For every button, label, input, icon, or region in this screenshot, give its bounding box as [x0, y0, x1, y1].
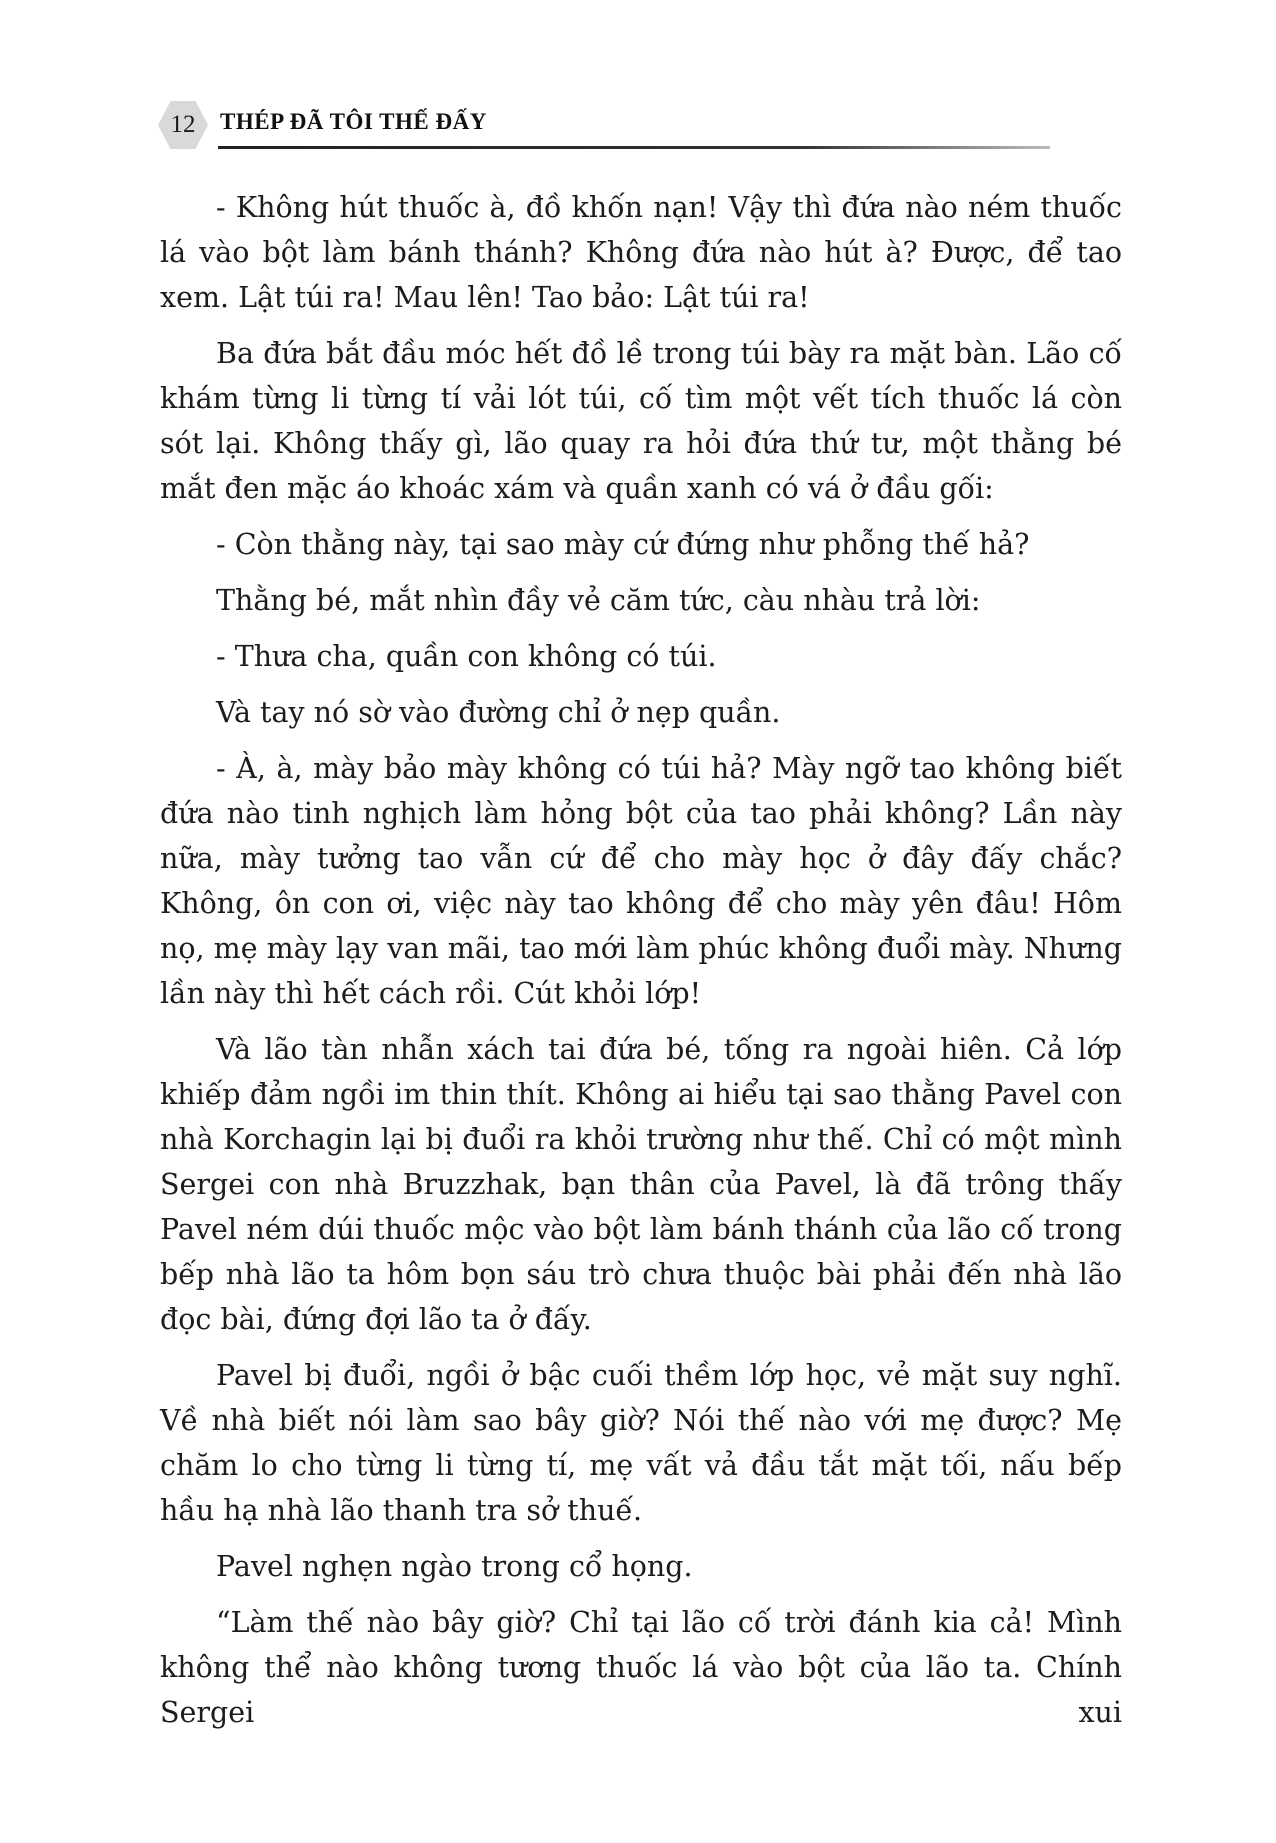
page-number: 12 [170, 111, 196, 138]
paragraph: - Không hút thuốc à, đồ khốn nạn! Vậy thì đứa nào ném thuốc lá vào bột làm bánh thánh? Không đứa nào hút à? Được, để tao xem. Lật túi ra! Mau lên! Tao bảo: Lật túi ra! [160, 191, 1122, 314]
paragraph: Thằng bé, mắt nhìn đầy vẻ căm tức, càu nhàu trả lời: [216, 584, 981, 617]
running-title: THÉP ĐÃ TÔI THẾ ĐẤY [220, 109, 487, 134]
body-text [160, 185, 1122, 1746]
paragraph: Ba đứa bắt đầu móc hết đồ lề trong túi bày ra mặt bàn. Lão cố khám từng li từng tí vải lót túi, cố tìm một vết tích thuốc lá còn sót lại. Không thấy gì, lão quay ra hỏi đứa thứ tư, một thằng bé mắt đen mặc áo khoác xám và quần xanh có vá ở đầu gối: [160, 337, 1122, 505]
page-header [158, 101, 1028, 151]
paragraph: - Thưa cha, quần con không có túi. [216, 640, 717, 673]
paragraph: Pavel bị đuổi, ngồi ở bậc cuối thềm lớp học, vẻ mặt suy nghĩ. Về nhà biết nói làm sao bây giờ? Nói thế nào với mẹ được? Mẹ chăm lo cho từng li từng tí, mẹ vất vả đầu tắt mặt tối, nấu bếp hầu hạ nhà lão thanh tra sở thuế. [160, 1359, 1122, 1527]
paragraph: Pavel nghẹn ngào trong cổ họng. [216, 1550, 693, 1583]
paragraph: - À, à, mày bảo mày không có túi hả? Mày ngỡ tao không biết đứa nào tinh nghịch làm hỏng bột của tao phải không? Lần này nữa, mày tưởng tao vẫn cứ để cho mày học ở đây đấy chắc? Không, ôn con ơi, việc này tao không để cho mày yên đâu! Hôm nọ, mẹ mày lạy van mãi, tao mới làm phúc không đuổi mày. Nhưng lần này thì hết cách rồi. Cút khỏi lớp! [160, 752, 1122, 1010]
header-divider [218, 146, 1050, 149]
paragraph: Và tay nó sờ vào đường chỉ ở nẹp quần. [216, 696, 781, 729]
paragraph: “Làm thế nào bây giờ? Chỉ tại lão cố trời đánh kia cả! Mình không thể nào không tương thuốc lá vào bột của lão ta. Chính Sergei xui [160, 1606, 1122, 1729]
paragraph: - Còn thằng này, tại sao mày cứ đứng như phỗng thế hả? [216, 528, 1030, 561]
paragraph: Và lão tàn nhẫn xách tai đứa bé, tống ra ngoài hiên. Cả lớp khiếp đảm ngồi im thin thít. Không ai hiểu tại sao thằng Pavel con nhà Korchagin lại bị đuổi ra khỏi trường như thế. Chỉ có một mình Sergei con nhà Bruzzhak, bạn thân của Pavel, là đã trông thấy Pavel ném dúi thuốc mộc vào bột làm bánh thánh của lão cố trong bếp nhà lão ta hôm bọn sáu trò chưa thuộc bài phải đến nhà lão đọc bài, đứng đợi lão ta ở đấy. [160, 1033, 1122, 1336]
